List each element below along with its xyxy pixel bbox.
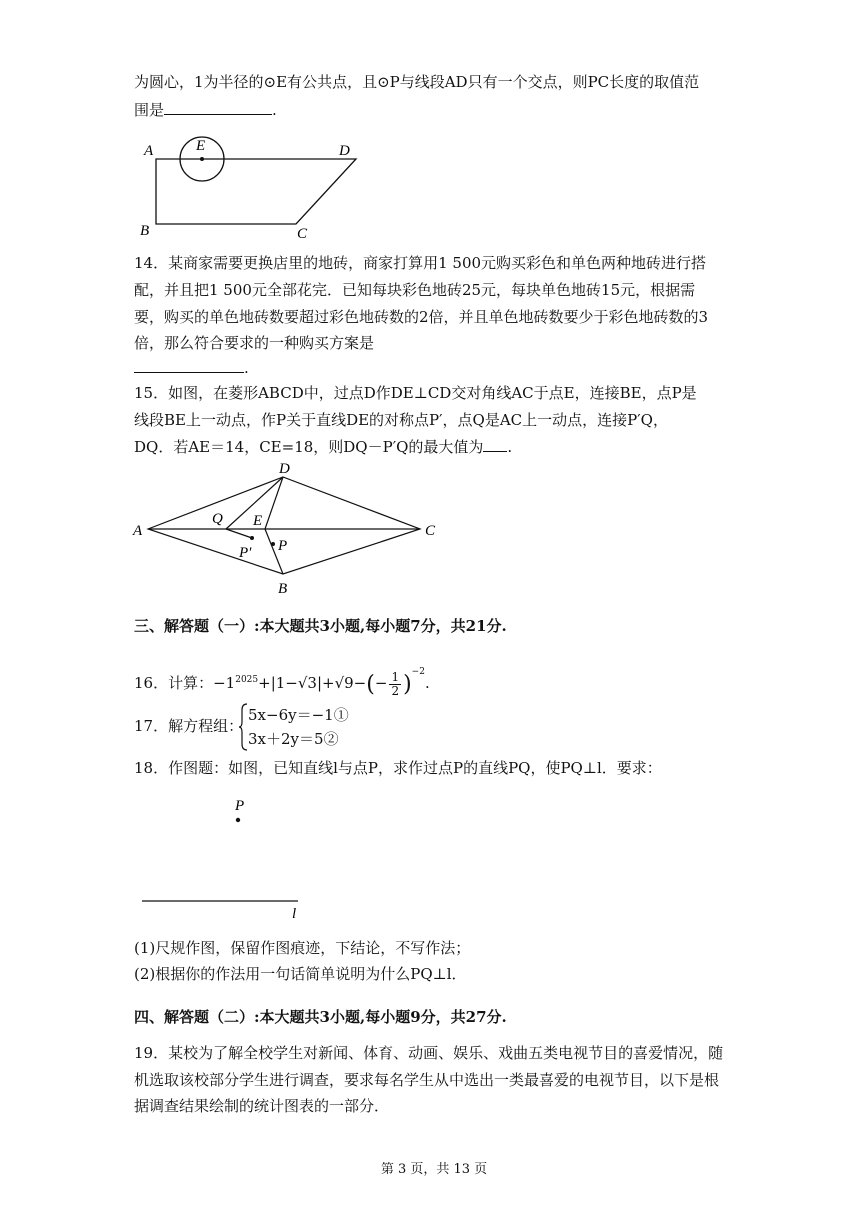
q15-line3 <box>134 437 512 457</box>
q14-line5 <box>134 358 249 378</box>
point-p-prime <box>250 536 254 540</box>
left-paren: ( <box>366 672 375 697</box>
point-p <box>271 542 275 546</box>
label-c: C <box>297 226 308 240</box>
label-b: B <box>140 223 150 239</box>
label-a: A <box>133 523 143 539</box>
label-q: Q <box>212 511 223 527</box>
label-p: P <box>235 798 245 814</box>
q13-line2 <box>134 100 277 120</box>
q16-line <box>134 662 430 698</box>
q13-line2-prefix: 围是 <box>134 101 165 119</box>
answer-blank <box>164 100 272 115</box>
q15-line3-prefix: DQ．若AE＝14，CE=18，则DQ－P′Q的最大值为 <box>134 438 484 456</box>
q16-neg: − <box>374 674 388 692</box>
q16-frac-num: 1 <box>391 669 400 684</box>
label-l: l <box>292 906 297 922</box>
point-p <box>236 818 240 822</box>
q14-line3: 要，购买的单色地砖数要超过彩色地砖数的2倍，并且单色地砖数要少于彩色地砖数的3 <box>134 308 709 326</box>
answer-blank <box>483 437 507 452</box>
right-paren: ) <box>403 672 412 697</box>
label-e: E <box>253 513 263 529</box>
q14-line4: 倍，那么符合要求的一种购买方案是 <box>134 334 375 352</box>
rhombus-figure <box>130 458 440 598</box>
q15-line1: 15．如图，在菱形ABCD中，过点D作DE⊥CD交对角线AC于点E，连接BE，点P是 <box>134 384 697 402</box>
page-footer: 第 3 页，共 13 页 <box>380 1162 488 1177</box>
q16-fraction <box>389 671 401 698</box>
q19-line3: 据调查结果绘制的统计图表的一部分． <box>134 1097 390 1115</box>
segment-p2q <box>226 529 252 538</box>
q16-expr-a: −1 <box>213 674 236 692</box>
q18-line1: 18．作图题：如图，已知直线l与点P，求作过点P的直线PQ，使PQ⊥l．要求： <box>134 759 662 777</box>
brace-icon <box>238 702 248 752</box>
label-a: A <box>144 143 154 159</box>
q17-eq2: 3x＋2y＝5② <box>248 730 339 748</box>
section-3-heading: 三、解答题（一）:本大题共3小题,每小题7分，共21分. <box>134 617 507 635</box>
q16-exp-b: −2 <box>411 667 425 677</box>
line-point-figure <box>140 794 320 924</box>
point-e <box>200 157 204 161</box>
q19-line1: 19．某校为了解全校学生对新闻、体育、动画、娱乐、戏曲五类电视节目的喜爱情况，随 <box>134 1044 724 1062</box>
q14-line5-suffix: . <box>244 359 249 377</box>
label-p-prime: P′ <box>239 545 252 561</box>
q19-line2: 机选取该校部分学生进行调查，要求每名学生从中选出一类最喜爱的电视节目，以下是根 <box>134 1071 720 1089</box>
q17-equation-system <box>238 702 398 752</box>
q17-prefix: 17．解方程组： <box>134 717 244 735</box>
q13-line2-suffix: . <box>272 101 277 119</box>
q15-line2: 线段BE上一动点，作P关于直线DE的对称点P′，点Q是AC上一动点，连接P′Q， <box>134 411 668 429</box>
parallelogram-abcd <box>156 159 356 224</box>
q18-sub2: (2)根据你的作法用一句话简单说明为什么PQ⊥l． <box>134 965 467 983</box>
label-c: C <box>425 523 436 539</box>
q14-line2: 配，并且把1 500元全部花完．已知每块彩色地砖25元，每块单色地砖15元，根据需 <box>134 281 696 299</box>
label-b: B <box>278 581 288 597</box>
q15-line3-suffix: . <box>507 438 513 456</box>
section-4-heading: 四、解答题（二）:本大题共3小题,每小题9分，共27分. <box>134 1008 507 1026</box>
q16-frac-den: 2 <box>391 683 400 698</box>
label-e: E <box>196 138 206 154</box>
label-p: P <box>278 538 288 554</box>
q16-prefix: 16．计算： <box>134 674 214 692</box>
q16-expr-b: +|1−√3|+√9− <box>258 674 367 692</box>
rhombus-abcd <box>148 477 420 574</box>
q17-eq1: 5x−6y＝−1① <box>248 706 349 724</box>
q13-line1: 为圆心，1为半径的⊙E有公共点，且⊙P与线段AD只有一个交点，则PC长度的取值范 <box>134 73 700 91</box>
parallelogram-figure <box>136 134 366 240</box>
q18-sub1: (1)尺规作图，保留作图痕迹，下结论，不写作法； <box>134 939 471 957</box>
answer-blank <box>134 358 244 373</box>
label-d: D <box>339 143 350 159</box>
q16-exp-a: 2025 <box>235 675 259 685</box>
label-d: D <box>279 461 290 477</box>
q16-suffix: . <box>424 674 430 692</box>
q14-line1: 14．某商家需要更换店里的地砖，商家打算用1 500元购买彩色和单色两种地砖进行搭 <box>134 254 707 272</box>
